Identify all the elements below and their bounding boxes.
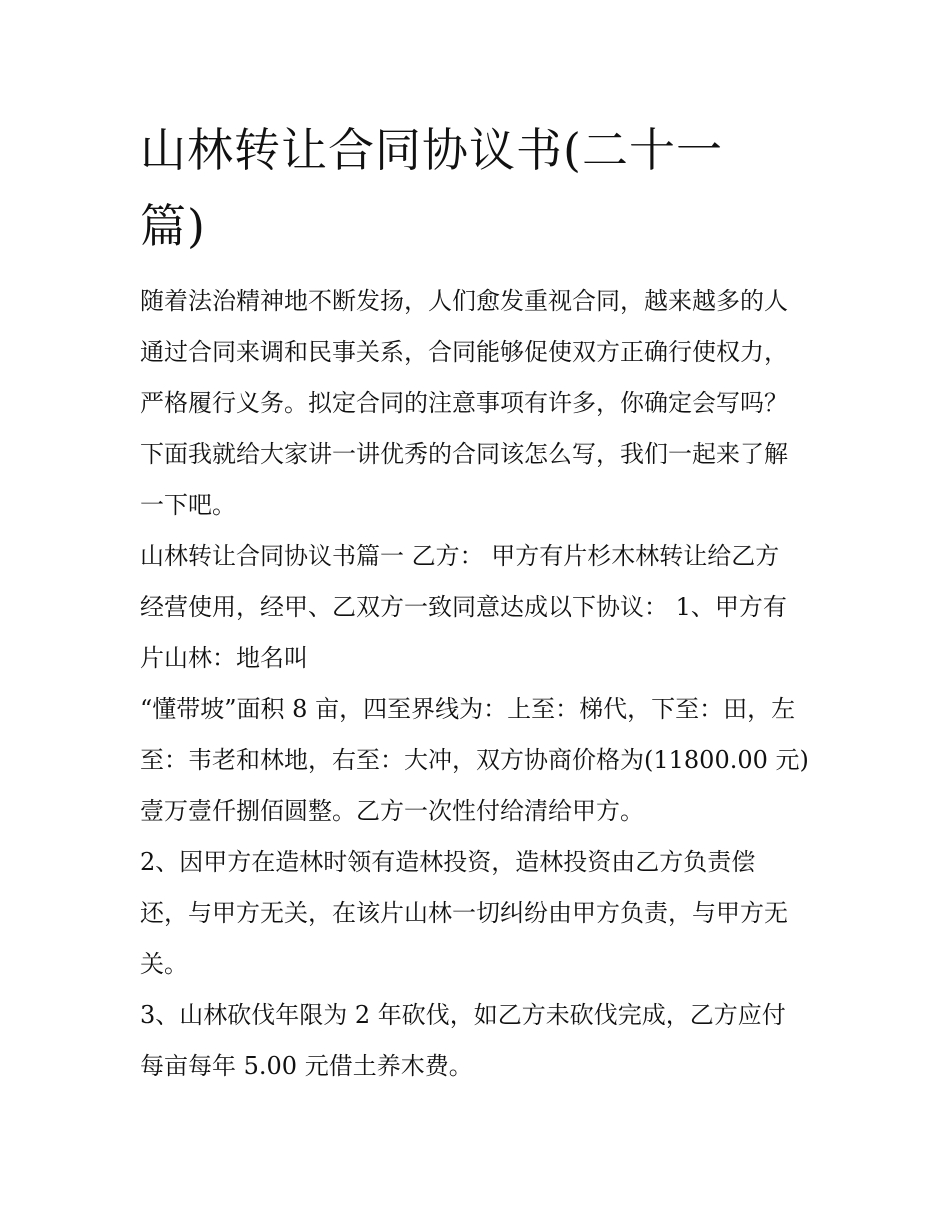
clause-2-paragraph: [140, 837, 820, 990]
text-line: 至：韦老和林地，右至：大冲，双方协商价格为(11800.00 元): [140, 746, 809, 774]
document-title: [140, 112, 820, 264]
contract-intro-paragraph: [140, 531, 820, 684]
text-line: 2、因甲方在造林时领有造林投资，造林投资由乙方负责偿: [140, 848, 756, 876]
text-line: 严格履行义务。拟定合同的注意事项有许多，你确定会写吗？: [140, 389, 788, 417]
boundary-paragraph: [140, 684, 820, 837]
document-body: [140, 276, 820, 1092]
text-line: 通过合同来调和民事关系，合同能够促使双方正确行使权力，: [140, 338, 788, 366]
text-line: 随着法治精神地不断发扬，人们愈发重视合同，越来越多的人: [140, 287, 788, 315]
text-line: 经营使用，经甲、乙双方一致同意达成以下协议： 1、甲方有: [140, 593, 787, 621]
text-line: 山林转让合同协议书篇一 乙方： 甲方有片杉木林转让给乙方: [140, 542, 780, 570]
text-line: 下面我就给大家讲一讲优秀的合同该怎么写，我们一起来了解: [140, 440, 788, 468]
text-line: 关。: [140, 950, 188, 978]
clause-3-paragraph: [140, 990, 820, 1092]
text-line: 壹万壹仟捌佰圆整。乙方一次性付给清给甲方。: [140, 797, 644, 825]
intro-paragraph: [140, 276, 820, 531]
text-line: 每亩每年 5.00 元借土养木费。: [140, 1052, 473, 1080]
title-line: 篇): [140, 199, 206, 253]
text-line: 3、山林砍伐年限为 2 年砍伐，如乙方未砍伐完成，乙方应付: [140, 1001, 786, 1029]
text-line: 片山林：地名叫: [140, 644, 308, 672]
text-line: “懂带坡”面积 8 亩，四至界线为：上至：梯代，下至：田，左: [140, 695, 796, 723]
text-line: 一下吧。: [140, 491, 236, 519]
title-line: 山林转让合同协议书(二十一: [140, 123, 723, 177]
text-line: 还，与甲方无关，在该片山林一切纠纷由甲方负责，与甲方无: [140, 899, 788, 927]
